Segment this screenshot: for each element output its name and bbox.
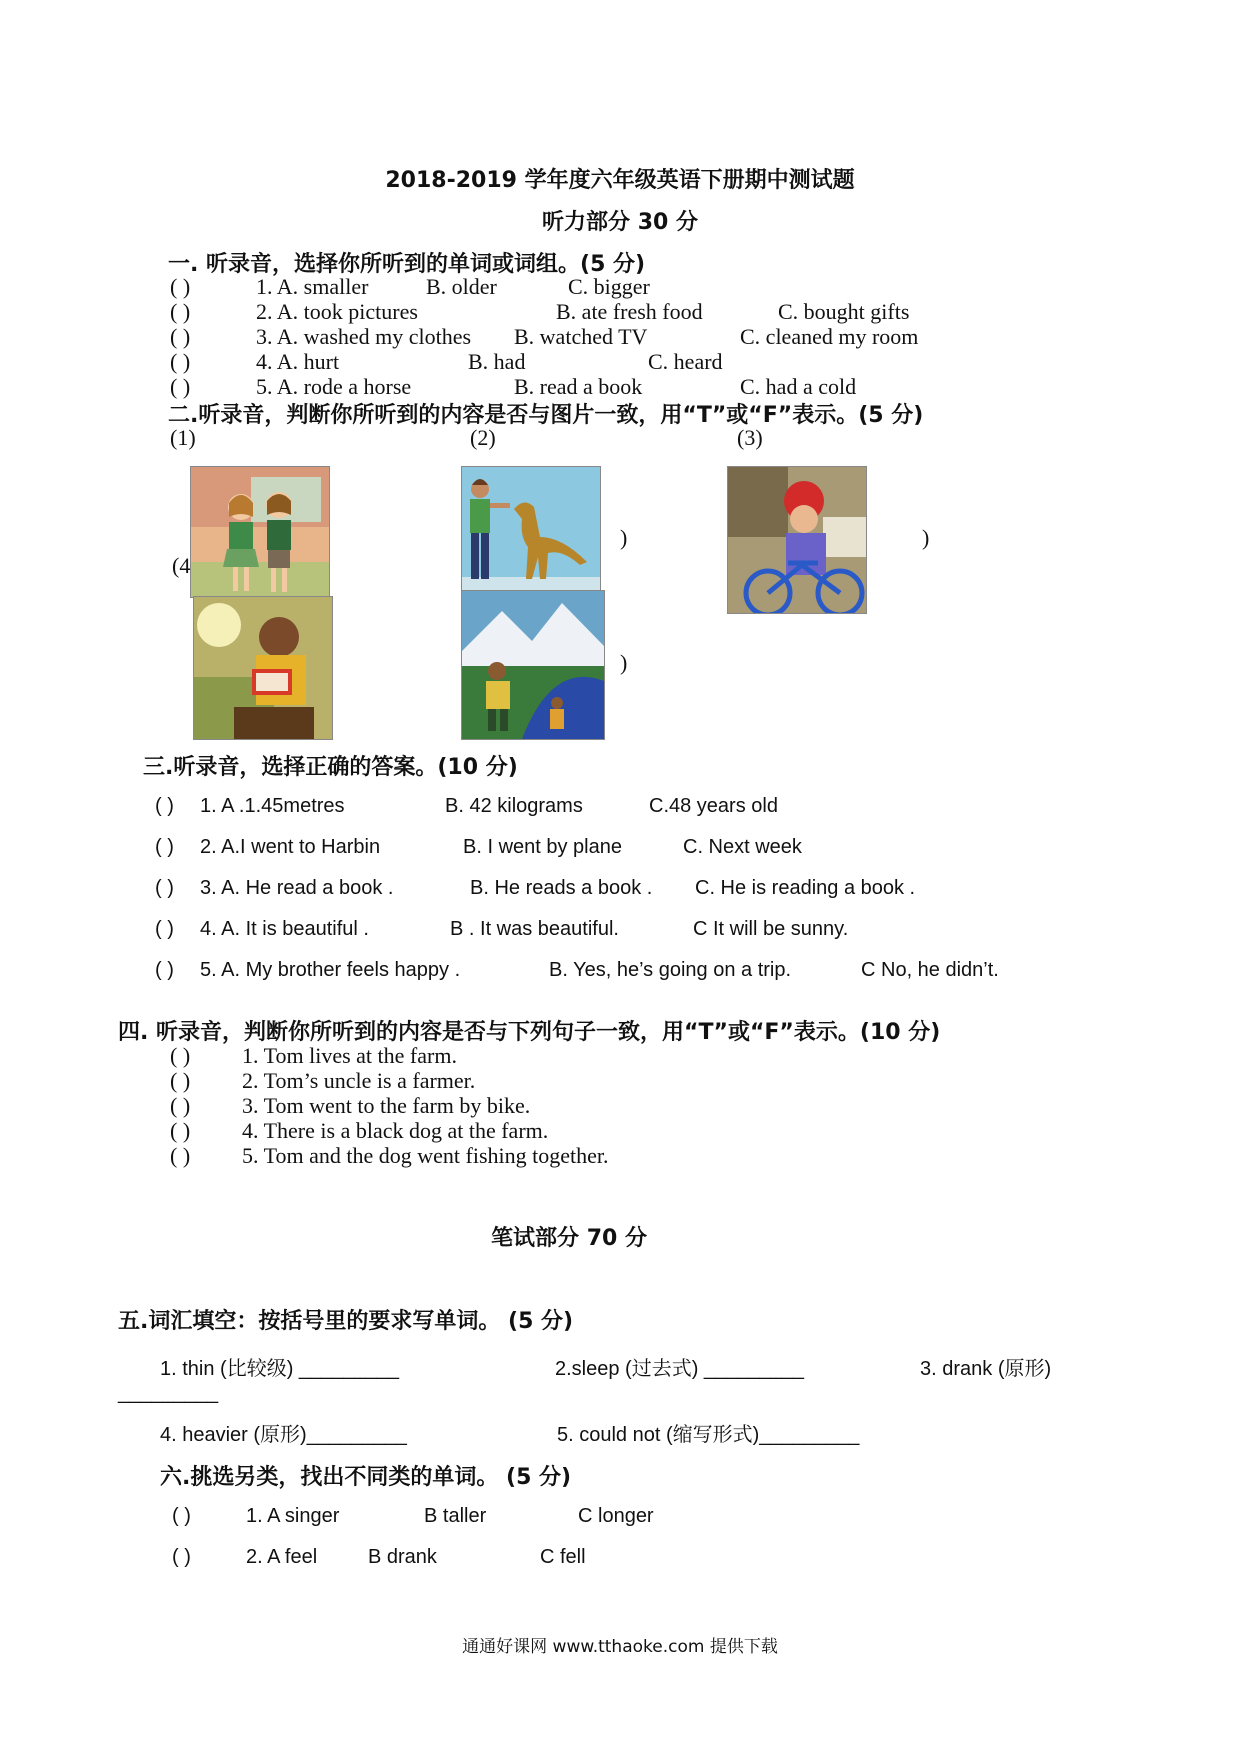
option-c: C. He is reading a book . xyxy=(695,877,916,899)
picture-camping xyxy=(461,590,605,740)
answer-blank[interactable]: ( ) xyxy=(170,274,191,299)
picture-label-1: (1) xyxy=(170,425,196,450)
answer-blank[interactable]: ( ) xyxy=(170,1118,191,1143)
close-paren: ) xyxy=(620,525,628,550)
listening-part-title: 听力部分 30 分 xyxy=(542,210,698,235)
option-a: 2. A feel xyxy=(246,1546,318,1568)
question-5[interactable]: 5. could not (缩写形式)_________ xyxy=(557,1424,860,1446)
section-6-heading: 六.挑选另类，找出不同类的单词。 (5 分) xyxy=(160,1465,572,1490)
answer-blank[interactable]: ( ) xyxy=(170,1068,191,1093)
option-a: 2. A.I went to Harbin xyxy=(200,836,381,858)
option-b: B. He reads a book . xyxy=(470,877,653,899)
statement: 2. Tom’s uncle is a farmer. xyxy=(242,1068,476,1093)
list-item xyxy=(170,324,919,350)
list-item xyxy=(170,349,723,375)
answer-blank[interactable]: ( ) xyxy=(170,299,191,324)
list-item xyxy=(170,274,650,300)
written-part-title: 笔试部分 70 分 xyxy=(491,1226,647,1251)
close-paren: ) xyxy=(922,525,930,550)
close-paren: ) xyxy=(620,650,628,675)
option-c: C fell xyxy=(540,1546,586,1568)
answer-blank[interactable]: ( ) xyxy=(155,836,174,858)
option-b: B. older xyxy=(426,274,497,299)
answer-blank[interactable]: ( ) xyxy=(170,349,191,374)
list-item xyxy=(170,374,857,400)
answer-blank[interactable]: ( ) xyxy=(170,1143,191,1168)
answer-blank[interactable]: ( ) xyxy=(155,959,174,981)
question-3-blank[interactable]: _________ xyxy=(118,1382,219,1404)
picture-bike xyxy=(727,466,867,614)
option-b: B. Yes, he’s going on a trip. xyxy=(549,959,792,981)
statement: 3. Tom went to the farm by bike. xyxy=(242,1093,531,1118)
option-b: B. watched TV xyxy=(514,324,648,349)
option-b: B taller xyxy=(424,1505,487,1527)
option-b: B. ate fresh food xyxy=(556,299,703,324)
footer: 通通好课网 www.tthaoke.com 提供下载 xyxy=(462,1637,778,1657)
option-a: 3. A. He read a book . xyxy=(200,877,394,899)
picture-label-2: (2) xyxy=(470,425,496,450)
answer-blank[interactable]: ( ) xyxy=(155,918,174,940)
section-2-heading: 二.听录音，判断你所听到的内容是否与图片一致，用“T”或“F”表示。(5 分) xyxy=(168,403,924,428)
answer-blank[interactable]: ( ) xyxy=(170,1093,191,1118)
option-b: B. had xyxy=(468,349,526,374)
picture-label-3: (3) xyxy=(737,425,763,450)
option-c: C. bigger xyxy=(568,274,650,299)
statement: 4. There is a black dog at the farm. xyxy=(242,1118,549,1143)
option-c: C.48 years old xyxy=(649,795,778,817)
section-3-heading: 三.听录音，选择正确的答案。(10 分) xyxy=(143,755,518,780)
answer-blank[interactable]: ( ) xyxy=(155,877,174,899)
statement: 1. Tom lives at the farm. xyxy=(242,1043,457,1068)
picture-label-4: (4 xyxy=(172,553,191,578)
option-c: C. cleaned my room xyxy=(740,324,919,349)
option-c: C longer xyxy=(578,1505,654,1527)
option-a: 4. A. It is beautiful . xyxy=(200,918,369,940)
option-a: 2. A. took pictures xyxy=(256,299,418,324)
question-4[interactable]: 4. heavier (原形)_________ xyxy=(160,1424,407,1446)
option-a: 5. A. My brother feels happy . xyxy=(200,959,461,981)
answer-blank[interactable]: ( ) xyxy=(170,1043,191,1068)
option-a: 1. A singer xyxy=(246,1505,340,1527)
answer-blank[interactable]: ( ) xyxy=(170,374,191,399)
question-2[interactable]: 2.sleep (过去式) _________ xyxy=(555,1358,805,1380)
option-b: B. 42 kilograms xyxy=(445,795,583,817)
answer-blank[interactable]: ( ) xyxy=(172,1505,191,1527)
answer-blank[interactable]: ( ) xyxy=(170,324,191,349)
option-a: 3. A. washed my clothes xyxy=(256,324,472,349)
option-a: 1. A .1.45metres xyxy=(200,795,345,817)
option-a: 1. A. smaller xyxy=(256,274,369,299)
option-b: B drank xyxy=(368,1546,437,1568)
question-3: 3. drank (原形) xyxy=(920,1358,1052,1380)
list-item xyxy=(170,299,910,325)
section-4-heading: 四. 听录音，判断你所听到的内容是否与下列句子一致，用“T”或“F”表示。(10 分) xyxy=(118,1020,941,1045)
option-c: C. had a cold xyxy=(740,374,857,399)
section-5-heading: 五.词汇填空：按括号里的要求写单词。 (5 分) xyxy=(118,1309,574,1334)
option-b: B. read a book xyxy=(514,374,643,399)
option-c: C It will be sunny. xyxy=(693,918,849,940)
answer-blank[interactable]: ( ) xyxy=(172,1546,191,1568)
option-a: 5. A. rode a horse xyxy=(256,374,412,399)
picture-dinosaur xyxy=(461,466,601,598)
answer-blank[interactable]: ( ) xyxy=(155,795,174,817)
option-c: C. bought gifts xyxy=(778,299,910,324)
statement: 5. Tom and the dog went fishing together. xyxy=(242,1143,609,1168)
option-b: B. I went by plane xyxy=(463,836,622,858)
option-c: C. Next week xyxy=(683,836,802,858)
page-title: 2018-2019 学年度六年级英语下册期中测试题 xyxy=(385,168,855,193)
section-1-heading: 一. 听录音，选择你所听到的单词或词组。(5 分) xyxy=(168,252,646,277)
option-c: C No, he didn’t. xyxy=(861,959,999,981)
picture-reading xyxy=(193,596,333,740)
option-c: C. heard xyxy=(648,349,723,374)
option-b: B . It was beautiful. xyxy=(450,918,619,940)
question-1[interactable]: 1. thin (比较级) _________ xyxy=(160,1358,400,1380)
picture-girls xyxy=(190,466,330,598)
option-a: 4. A. hurt xyxy=(256,349,340,374)
